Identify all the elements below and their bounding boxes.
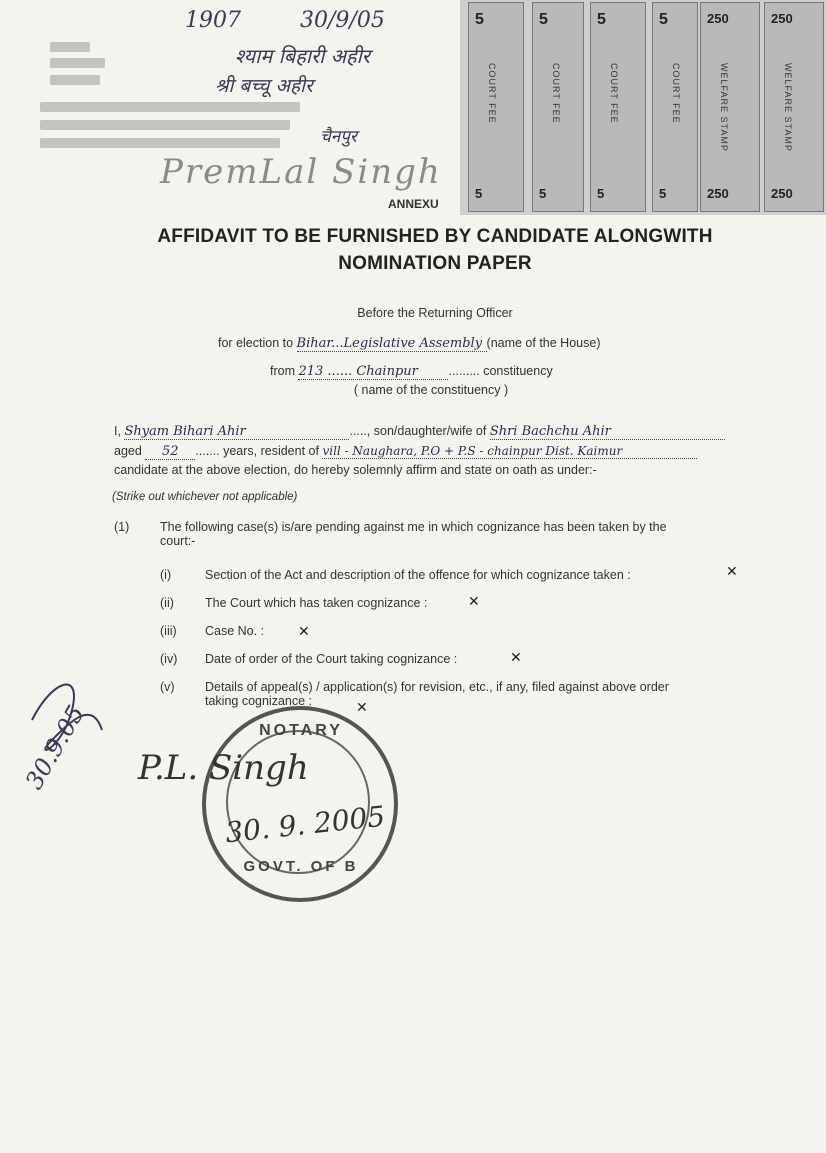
stamp-3: 5 COURT FEE 5 [590, 2, 646, 212]
constituency-value: 213 ...... Chainpur [298, 364, 448, 380]
strike-note: (Strike out whichever not applicable) [112, 491, 298, 503]
stamp-6: 250 WELFARE STAMP 250 [764, 2, 824, 212]
constituency-caption: ( name of the constituency ) [353, 383, 509, 397]
stamp-1: 5 COURT FEE 5 [468, 2, 524, 212]
signature-premlal: PremLal Singh [160, 152, 442, 192]
declarant-line-3: candidate at the above election, do hereby solemnly affirm and state on oath as under:- [114, 463, 597, 477]
annexure-label: ANNEXU [388, 197, 439, 211]
notary-signature: P.L. Singh [138, 748, 309, 788]
declarant-line-1 [114, 424, 725, 440]
sub-iii-cross-mark: ✕ [298, 624, 310, 640]
court-fee-stamps [460, 0, 826, 215]
register-number: 1907 [185, 8, 241, 33]
aged-label: aged [114, 444, 142, 458]
sub-ii-number: (ii) [160, 596, 174, 610]
sub-v-number: (v) [160, 680, 175, 694]
stamp-4: 5 COURT FEE 5 [652, 2, 698, 212]
constituency-line [270, 364, 553, 380]
sub-iii-number: (iii) [160, 624, 177, 638]
hindi-name-note: श्याम बिहारी अहीर [235, 44, 370, 68]
i-label: I, [114, 424, 121, 438]
before-returning-officer: Before the Returning Officer [357, 306, 513, 320]
document-title: AFFIDAVIT TO BE FURNISHED BY CANDIDATE ALONGWITH [157, 226, 713, 247]
resident-label: ....... years, resident of [195, 444, 319, 458]
house-suffix: (name of the House) [486, 336, 601, 350]
notary-date: 30. 9. 2005 [223, 799, 387, 850]
election-house-line [218, 336, 600, 352]
sub-i-text: Section of the Act and description of the offence for which cognizance taken : [205, 568, 631, 582]
candidate-age: 52 [145, 444, 195, 460]
item-1-number: (1) [114, 520, 130, 534]
sub-iv-text: Date of order of the Court taking cognizance : [205, 652, 458, 666]
document-subtitle: NOMINATION PAPER [338, 253, 532, 274]
item-1-line-1: The following case(s) is/are pending against me in which cognizance has been taken by the [160, 520, 667, 534]
from-label: from [270, 364, 295, 378]
sub-iv-number: (iv) [160, 652, 178, 666]
sub-v-line-1: Details of appeal(s) / application(s) for revision, etc., if any, filed against above order [205, 680, 669, 694]
sub-iii-text: Case No. : [205, 624, 265, 638]
father-name: Shri Bachchu Ahir [490, 424, 725, 440]
sub-iv-cross-mark: ✕ [510, 650, 522, 666]
notary-seal-bottom: GOVT. OF B [243, 858, 359, 875]
margin-initials-scribble [12, 660, 122, 780]
constituency-suffix: ......... constituency [448, 364, 553, 378]
sub-v-text [205, 680, 765, 708]
hindi-father-note: श्री बच्चू अहीर [215, 75, 313, 97]
candidate-address: vill - Naughara, P.O + P.S - chainpur Dist. Kaimur [322, 444, 697, 459]
sub-ii-text: The Court which has taken cognizance : [205, 596, 428, 610]
sub-v-line-2: taking cognizance : [205, 694, 313, 708]
house-value: Bihar...Legislative Assembly [297, 336, 487, 352]
sub-i-cross-mark: ✕ [726, 564, 738, 580]
for-election-label: for election to [218, 336, 294, 350]
hindi-place-note: चैनपुर [320, 127, 357, 147]
stamp-2: 5 COURT FEE 5 [532, 2, 584, 212]
notary-seal-top: NOTARY [259, 722, 343, 739]
candidate-name: Shyam Bihari Ahir [124, 424, 349, 440]
margin-date-note: 30.9.05 [20, 700, 91, 794]
register-date: 30/9/05 [300, 8, 385, 33]
relation-label: ....., son/daughter/wife of [349, 424, 487, 438]
sub-ii-cross-mark: ✕ [468, 594, 480, 610]
item-1-line-2: court:- [160, 534, 196, 548]
item-1-text [160, 520, 760, 548]
sub-v-cross-mark: ✕ [356, 700, 368, 716]
stamp-5: 250 WELFARE STAMP 250 [700, 2, 760, 212]
sub-i-number: (i) [160, 568, 172, 582]
declarant-line-2 [114, 444, 697, 460]
